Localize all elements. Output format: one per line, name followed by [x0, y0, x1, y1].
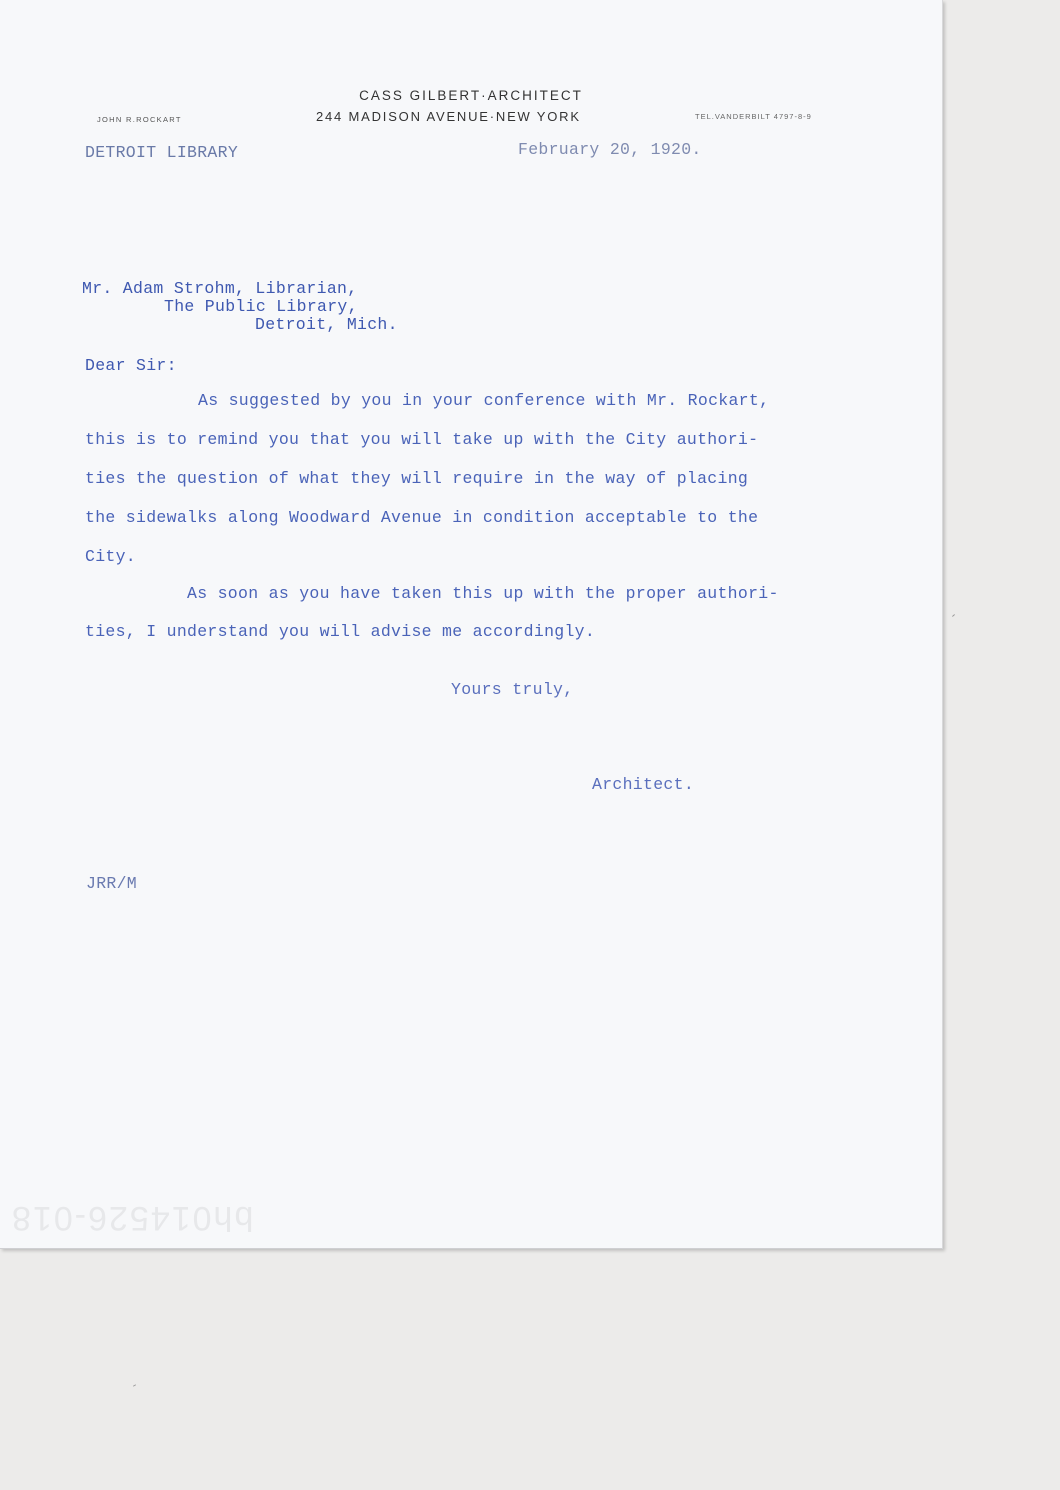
- letter-date: February 20, 1920.: [518, 140, 702, 159]
- signature-title: Architect.: [592, 775, 695, 794]
- salutation: Dear Sir:: [85, 356, 177, 375]
- body-line: As suggested by you in your conference with Mr. Rockart,: [198, 391, 770, 410]
- body-line: As soon as you have taken this up with the proper authori-: [187, 584, 779, 603]
- recipient-line: The Public Library,: [164, 297, 358, 316]
- archive-stamp: bh014526-018: [10, 1199, 254, 1237]
- body-line: this is to remind you that you will take up with the City authori-: [85, 430, 759, 449]
- reference-line: DETROIT LIBRARY: [85, 143, 239, 162]
- body-line: City.: [85, 547, 137, 566]
- letterhead-telephone: TEL.VANDERBILT 4797-8-9: [695, 112, 812, 121]
- body-line: ties the question of what they will require in the way of placing: [85, 469, 749, 488]
- closing: Yours truly,: [451, 680, 574, 699]
- letterhead-associate-name: JOHN R.ROCKART: [97, 115, 182, 124]
- body-line: ties, I understand you will advise me accordingly.: [85, 622, 596, 641]
- recipient-line: Detroit, Mich.: [255, 315, 398, 334]
- letterhead-address: 244 MADISON AVENUE·NEW YORK: [316, 109, 581, 124]
- typist-initials: JRR/M: [86, 874, 138, 893]
- recipient-line: Mr. Adam Strohm, Librarian,: [82, 279, 358, 298]
- body-line: the sidewalks along Woodward Avenue in condition acceptable to the: [85, 508, 759, 527]
- letterhead-title: CASS GILBERT·ARCHITECT: [359, 88, 583, 103]
